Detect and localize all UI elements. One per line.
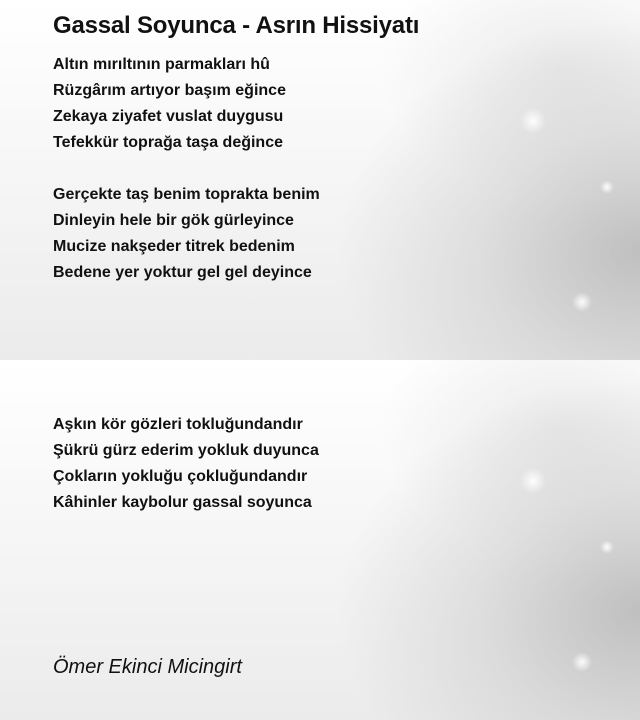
poem-line: Çokların yokluğu çokluğundandır (53, 468, 308, 485)
poem-stanza-2 (53, 182, 320, 286)
poem-title: Gassal Soyunca - Asrın Hissiyatı (53, 12, 420, 39)
poem-line: Mucize nakşeder titrek bedenim (53, 238, 295, 255)
poem-author: Ömer Ekinci Micingirt (53, 656, 242, 678)
sparkle-decoration (600, 180, 614, 194)
sparkle-decoration (520, 468, 546, 494)
poem-line: Rüzgârım artıyor başım eğince (53, 82, 286, 99)
poem-line: Altın mırıltının parmakları hû (53, 56, 270, 73)
sparkle-decoration (520, 108, 546, 134)
sparkle-decoration (572, 292, 592, 312)
poem-stanza-3 (53, 412, 319, 516)
poem-line: Aşkın kör gözleri tokluğundandır (53, 416, 303, 433)
poem-line: Bedene yer yoktur gel gel deyince (53, 264, 312, 281)
poem-line: Dinleyin hele bir gök gürleyince (53, 212, 294, 229)
poem-line: Gerçekte taş benim toprakta benim (53, 186, 320, 203)
poem-line: Şükrü gürz ederim yokluk duyunca (53, 442, 319, 459)
sparkle-decoration (600, 540, 614, 554)
poem-line: Kâhinler kaybolur gassal soyunca (53, 494, 312, 511)
poem-stanza-1 (53, 52, 286, 156)
poem-card-bottom (0, 360, 640, 720)
poem-line: Zekaya ziyafet vuslat duygusu (53, 108, 284, 125)
sparkle-decoration (572, 652, 592, 672)
poem-line: Tefekkür toprağa taşa değince (53, 134, 283, 151)
